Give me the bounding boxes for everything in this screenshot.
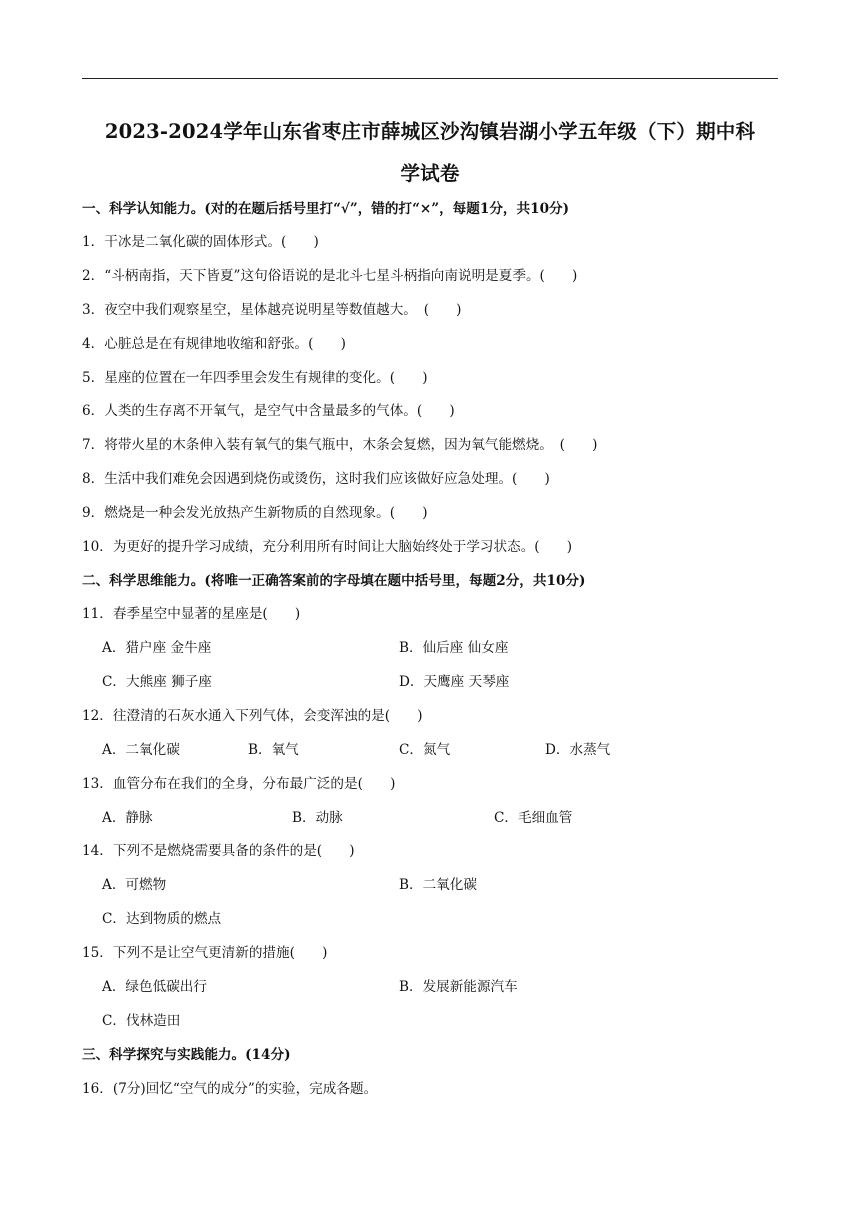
question-10: 10．为更好的提升学习成绩，充分利用所有时间让大脑始终处于学习状态。( ) — [82, 539, 573, 555]
question-14: 14．下列不是燃烧需要具备的条件的是( ) — [82, 843, 355, 859]
q13-option-c: C．毛细血管 — [494, 810, 573, 826]
question-12: 12．往澄清的石灰水通入下列气体，会变浑浊的是( ) — [82, 708, 423, 724]
q13-option-b: B．动脉 — [292, 810, 343, 826]
q13-option-a: A．静脉 — [102, 810, 153, 826]
question-9: 9．燃烧是一种会发光放热产生新物质的自然现象。( ) — [82, 505, 428, 521]
q11-option-c: C．大熊座 狮子座 — [102, 674, 212, 690]
q11-option-a: A．猎户座 金牛座 — [102, 640, 212, 656]
q12-option-d: D．水蒸气 — [545, 742, 611, 758]
section-2-heading: 二、科学思维能力。(将唯一正确答案前的字母填在题中括号里，每题2分，共10分) — [82, 573, 586, 589]
q12-option-c: C．氮气 — [399, 742, 451, 758]
q14-option-b: B．二氧化碳 — [399, 877, 477, 893]
q15-option-b: B．发展新能源汽车 — [399, 979, 518, 995]
exam-title-line-1: 2023-2024学年山东省枣庄市薛城区沙沟镇岩湖小学五年级（下）期中科 — [104, 120, 756, 143]
question-6: 6．人类的生存离不开氧气，是空气中含量最多的气体。( ) — [82, 403, 455, 419]
section-3-heading: 三、科学探究与实践能力。(14分) — [82, 1047, 291, 1063]
q14-option-c: C．达到物质的燃点 — [102, 911, 222, 927]
q11-option-b: B．仙后座 仙女座 — [399, 640, 509, 656]
exam-title-line-2: 学试卷 — [400, 162, 460, 185]
q15-option-c: C．伐林造田 — [102, 1013, 181, 1029]
question-2: 2．“斗柄南指，天下皆夏”这句俗语说的是北斗七星斗柄指向南说明是夏季。( ) — [82, 268, 578, 284]
question-5: 5．星座的位置在一年四季里会发生有规律的变化。( ) — [82, 370, 428, 386]
q14-option-a: A．可燃物 — [102, 877, 167, 893]
section-1-heading: 一、科学认知能力。(对的在题后括号里打“√”，错的打“×”，每题1分，共10分) — [82, 201, 570, 217]
question-15: 15．下列不是让空气更清新的措施( ) — [82, 945, 328, 961]
question-11: 11．春季星空中显著的星座是( ) — [82, 606, 301, 622]
question-4: 4．心脏总是在有规律地收缩和舒张。( ) — [82, 336, 346, 352]
q12-option-b: B．氧气 — [248, 742, 299, 758]
question-3: 3．夜空中我们观察星空，星体越亮说明星等数值越大。 ( ) — [82, 302, 462, 318]
q12-option-a: A．二氧化碳 — [102, 742, 180, 758]
question-16: 16．(7分)回忆“空气的成分”的实验，完成各题。 — [82, 1081, 378, 1097]
q15-option-a: A．绿色低碳出行 — [102, 979, 207, 995]
question-13: 13．血管分布在我们的全身，分布最广泛的是( ) — [82, 776, 396, 792]
q11-option-d: D．天鹰座 天琴座 — [399, 674, 510, 690]
question-8: 8．生活中我们难免会因遇到烧伤或烫伤，这时我们应该做好应急处理。( ) — [82, 471, 550, 487]
header-rule — [82, 78, 778, 79]
question-7: 7．将带火星的木条伸入装有氧气的集气瓶中，木条会复燃，因为氧气能燃烧。 ( ) — [82, 437, 598, 453]
question-1: 1．干冰是二氧化碳的固体形式。( ) — [82, 234, 319, 250]
